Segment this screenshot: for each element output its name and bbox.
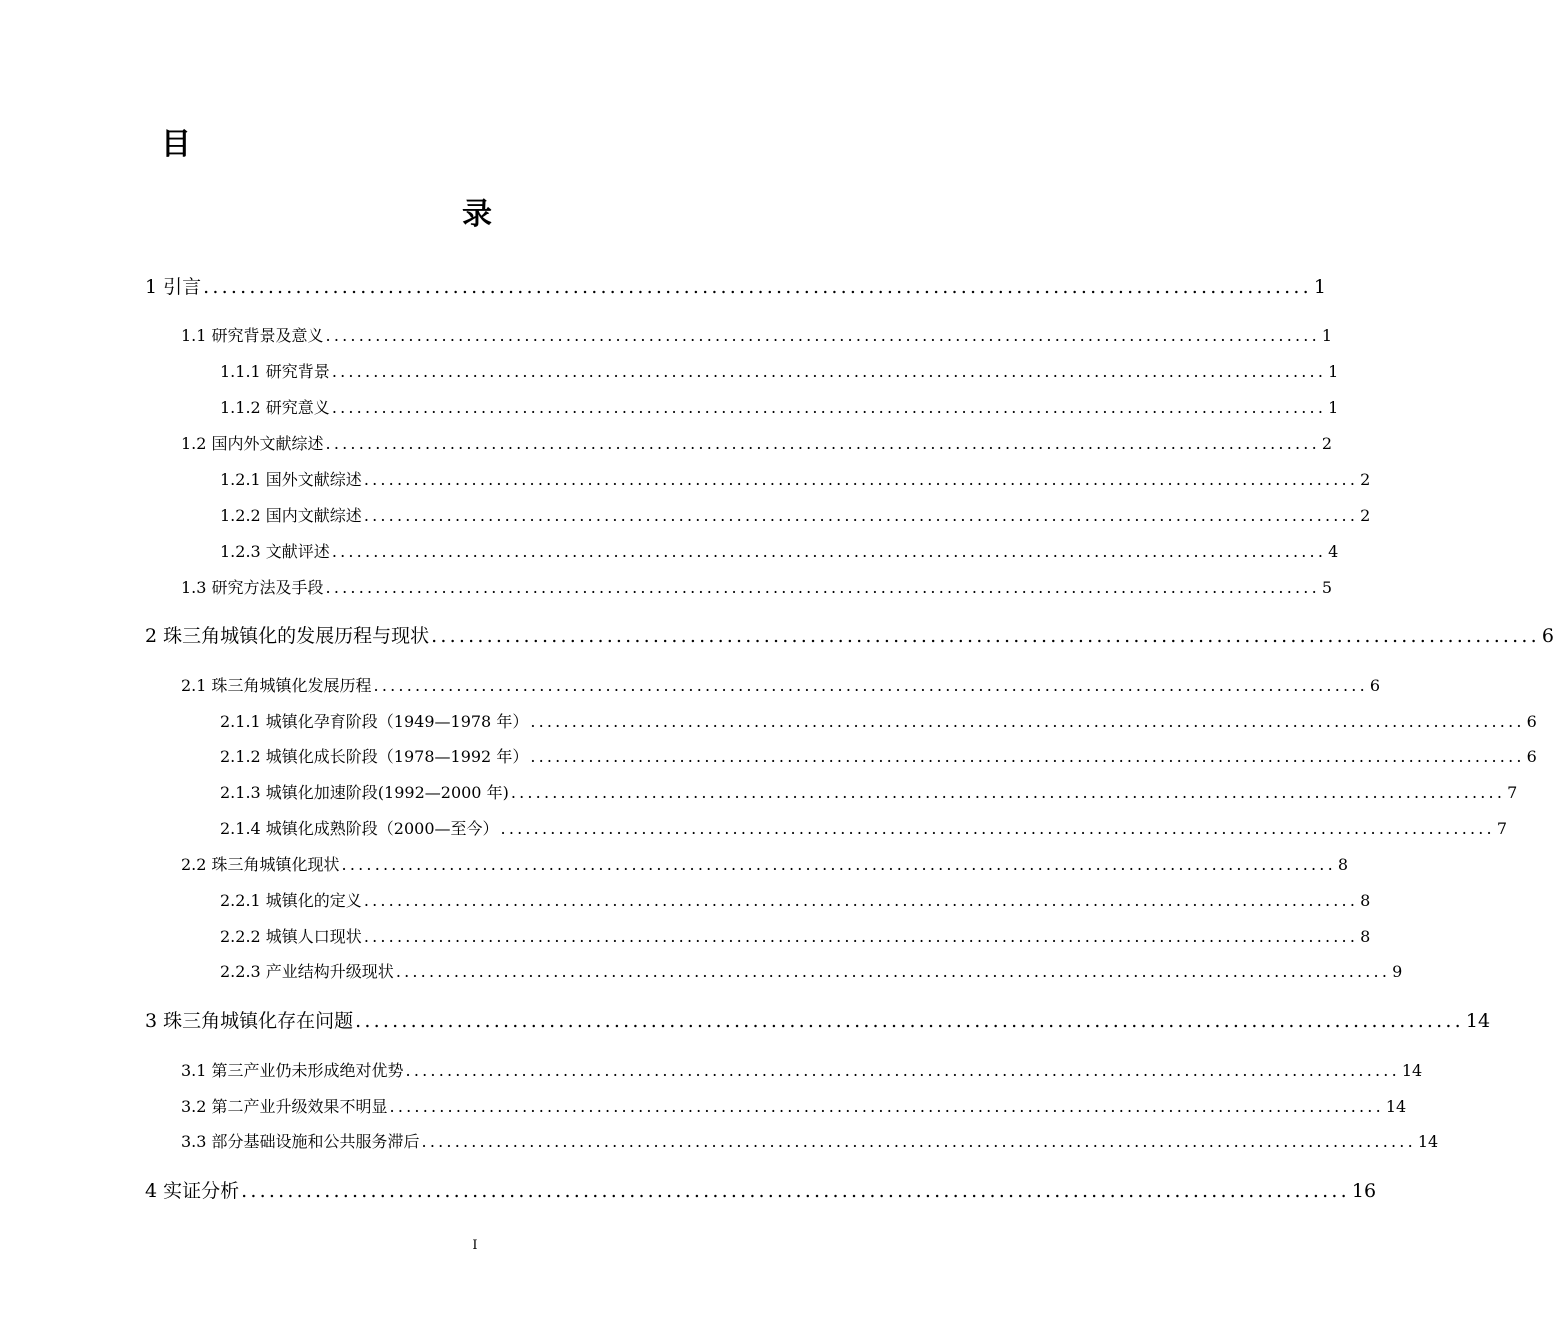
toc-entry-title: 3.3 部分基础设施和公共服务滞后 <box>181 1132 420 1151</box>
toc-entry-title: 2 珠三角城镇化的发展历程与现状 <box>145 625 430 647</box>
toc-entry-title: 2.2 珠三角城镇化现状 <box>181 855 340 874</box>
toc-heading-char-1: 目 <box>161 127 191 162</box>
dot-leader: ........................................................................................................................ <box>421 1132 1416 1151</box>
toc-entry-page: 8 <box>1360 927 1371 946</box>
dot-leader: ........................................................................................................................ <box>331 398 1327 417</box>
toc-entry-level1[interactable] <box>145 1006 1491 1033</box>
toc-entry-page: 6 <box>1526 712 1537 731</box>
toc-entry-page: 1 <box>1328 362 1339 381</box>
dot-leader: ........................................................................................................................ <box>325 434 1320 453</box>
toc-entry-title: 2.2.2 城镇人口现状 <box>220 927 362 946</box>
dot-leader: ........................................................................................................................ <box>203 276 1312 298</box>
toc-entry-page: 16 <box>1351 1180 1377 1202</box>
toc-entry-level2[interactable] <box>181 1058 1423 1081</box>
toc-entry-title: 2.2.3 产业结构升级现状 <box>220 962 394 981</box>
dot-leader: ........................................................................................................................ <box>341 855 1336 874</box>
toc-entry-page: 6 <box>1369 676 1381 695</box>
toc-heading-char-2: 录 <box>462 197 492 232</box>
toc-entry-level2[interactable] <box>181 1129 1439 1152</box>
toc-entry-title: 3.2 第二产业升级效果不明显 <box>181 1097 388 1116</box>
toc-entry-page: 4 <box>1328 542 1339 561</box>
toc-entry-page: 2 <box>1321 434 1333 453</box>
toc-entry-level3[interactable] <box>220 816 1508 839</box>
toc-entry-level3[interactable] <box>220 959 1403 982</box>
toc-entry-page: 2 <box>1360 470 1371 489</box>
toc-entry-title: 1.2.2 国内文献综述 <box>220 506 362 525</box>
toc-entry-title: 1.1.1 研究背景 <box>220 362 330 381</box>
toc-entry-level2[interactable] <box>181 323 1333 346</box>
toc-entry-level3[interactable] <box>220 503 1371 526</box>
dot-leader: ........................................................................................................................ <box>395 962 1391 981</box>
toc-entry-page: 9 <box>1392 962 1403 981</box>
toc-entry-level3[interactable] <box>220 744 1537 767</box>
toc-entry-page: 14 <box>1385 1097 1407 1116</box>
toc-entry-page: 1 <box>1321 326 1333 345</box>
toc-entry-page: 7 <box>1496 819 1508 838</box>
toc-entry-title: 2.1.4 城镇化成熟阶段（2000—至今） <box>220 819 499 838</box>
dot-leader: ........................................................................................................................ <box>405 1061 1400 1080</box>
toc-entry-title: 3 珠三角城镇化存在问题 <box>145 1010 354 1032</box>
dot-leader: ........................................................................................................................ <box>325 578 1320 597</box>
toc-entry-page: 7 <box>1507 783 1518 802</box>
toc-entry-level3[interactable] <box>220 539 1339 562</box>
toc-entry-page: 14 <box>1465 1010 1491 1032</box>
toc-entry-title: 1.1 研究背景及意义 <box>181 326 324 345</box>
toc-entry-level3[interactable] <box>220 780 1518 803</box>
toc-entry-title: 1.2.1 国外文献综述 <box>220 470 362 489</box>
toc-entry-page: 8 <box>1337 855 1349 874</box>
toc-entry-level3[interactable] <box>220 467 1371 490</box>
toc-entry-title: 2.2.1 城镇化的定义 <box>220 891 362 910</box>
toc-entry-page: 1 <box>1328 398 1339 417</box>
dot-leader: ........................................................................................................................ <box>530 712 1525 731</box>
toc-entry-page: 8 <box>1360 891 1371 910</box>
toc-entry-level2[interactable] <box>181 852 1349 875</box>
dot-leader: ........................................................................................................................ <box>355 1010 1464 1032</box>
dot-leader: ........................................................................................................................ <box>363 927 1359 946</box>
toc-entry-level2[interactable] <box>181 673 1381 696</box>
toc-entry-level3[interactable] <box>220 709 1537 732</box>
dot-leader: ........................................................................................................................ <box>363 891 1359 910</box>
toc-entry-title: 1.3 研究方法及手段 <box>181 578 324 597</box>
toc-entry-title: 2.1.1 城镇化孕育阶段（1949—1978 年） <box>220 712 529 731</box>
toc-entry-title: 1.1.2 研究意义 <box>220 398 330 417</box>
toc-entry-page: 5 <box>1321 578 1333 597</box>
toc-entry-title: 1.2.3 文献评述 <box>220 542 330 561</box>
dot-leader: ........................................................................................................................ <box>363 470 1359 489</box>
dot-leader: ........................................................................................................................ <box>431 625 1540 647</box>
dot-leader: ........................................................................................................................ <box>241 1180 1350 1202</box>
dot-leader: ........................................................................................................................ <box>389 1097 1384 1116</box>
dot-leader: ........................................................................................................................ <box>331 542 1327 561</box>
toc-entry-title: 1.2 国内外文献综述 <box>181 434 324 453</box>
toc-entry-level2[interactable] <box>181 431 1333 454</box>
toc-entry-page: 2 <box>1360 506 1371 525</box>
toc-entry-title: 2.1 珠三角城镇化发展历程 <box>181 676 372 695</box>
toc-entry-page: 6 <box>1541 625 1554 647</box>
toc-entry-level1[interactable] <box>145 621 1554 648</box>
toc-entry-title: 4 实证分析 <box>145 1180 240 1202</box>
toc-entry-level1[interactable] <box>145 272 1326 299</box>
toc-entry-level3[interactable] <box>220 359 1339 382</box>
dot-leader: ........................................................................................................................ <box>373 676 1368 695</box>
toc-entry-title: 2.1.2 城镇化成长阶段（1978—1992 年） <box>220 747 529 766</box>
toc-entry-page: 1 <box>1313 276 1326 298</box>
toc-entry-page: 14 <box>1417 1132 1439 1151</box>
toc-entry-title: 1 引言 <box>145 276 202 298</box>
dot-leader: ........................................................................................................................ <box>530 747 1525 766</box>
toc-entry-level2[interactable] <box>181 575 1333 598</box>
toc-entry-level3[interactable] <box>220 395 1339 418</box>
page-number-footer: I <box>472 1238 478 1253</box>
dot-leader: ........................................................................................................................ <box>510 783 1506 802</box>
toc-entry-level3[interactable] <box>220 888 1371 911</box>
toc-entry-level3[interactable] <box>220 924 1371 947</box>
dot-leader: ........................................................................................................................ <box>500 819 1495 838</box>
toc-entry-level2[interactable] <box>181 1094 1407 1117</box>
toc-entry-page: 14 <box>1401 1061 1423 1080</box>
dot-leader: ........................................................................................................................ <box>331 362 1327 381</box>
toc-entry-page: 6 <box>1526 747 1537 766</box>
toc-entry-level1[interactable] <box>145 1176 1377 1203</box>
dot-leader: ........................................................................................................................ <box>363 506 1359 525</box>
toc-entry-title: 2.1.3 城镇化加速阶段(1992—2000 年) <box>220 783 509 802</box>
dot-leader: ........................................................................................................................ <box>325 326 1320 345</box>
toc-entry-title: 3.1 第三产业仍未形成绝对优势 <box>181 1061 404 1080</box>
